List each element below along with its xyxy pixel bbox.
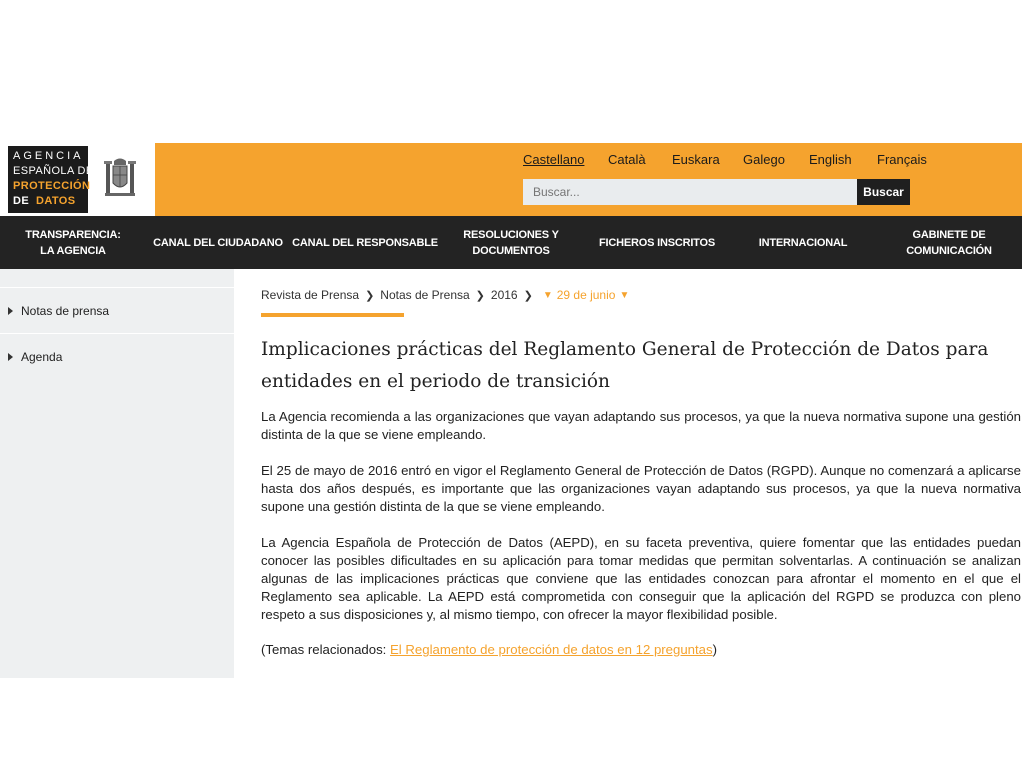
page-title: Implicaciones prácticas del Reglamento General de Protección de Datos para entidades en el periodo de transición [261,339,989,392]
related-topics [261,641,717,659]
nav-transparencia[interactable] [18,216,128,269]
nav-gabinete-label: GABINETE DE COMUNICACIÓN [906,228,992,257]
breadcrumb-revista-de-prensa[interactable]: Revista de Prensa [261,288,360,302]
lang-castellano[interactable]: Castellano [523,152,585,167]
logo-line-4a: DE [13,195,30,207]
logo[interactable] [0,143,155,216]
lang-catala[interactable]: Català [608,152,646,167]
title-divider [261,313,404,317]
nav-canal-responsable[interactable] [292,216,438,269]
nav-ficheros-inscritos-label: FICHEROS INSCRITOS [599,236,715,249]
sidebar-item-notas-de-prensa[interactable] [0,287,234,333]
related-suffix: ) [712,642,718,657]
main-nav [0,216,1022,269]
chevron-right-icon: ❯ [523,289,533,302]
sidebar-item-agenda[interactable] [0,333,234,379]
lang-galego[interactable]: Galego [743,152,785,167]
site-header [0,143,1022,216]
nav-internacional[interactable] [748,216,858,269]
logo-wordmark [8,146,94,213]
breadcrumb [261,288,633,302]
nav-internacional-label: INTERNACIONAL [758,236,848,249]
chevron-right-icon: ❯ [475,289,485,302]
logo-line-3: PROTECCIÓN [13,180,91,192]
nav-transparencia-label: TRANSPARENCIA: LA AGENCIA [25,228,121,257]
caret-right-icon [8,353,13,361]
article-paragraph: La Agencia recomienda a las organizaciones que vayan adaptando sus procesos, ya que la nueva normativa supone una gestión distinta de la que se viene empleando. [261,409,1021,442]
breadcrumb-current-date[interactable]: 29 de junio [556,288,616,302]
nav-gabinete[interactable] [895,216,1003,269]
chevron-down-icon: ▼ [542,289,553,301]
sidebar-item-label: Agenda [21,349,63,364]
search-button[interactable]: Buscar [857,179,910,205]
nav-canal-ciudadano-label: CANAL DEL CIUDADANO [153,236,283,249]
nav-resoluciones-label: RESOLUCIONES Y DOCUMENTOS [463,228,559,257]
logo-line-4 [13,194,88,209]
chevron-down-icon[interactable]: ▼ [619,289,630,301]
caret-right-icon [8,307,13,315]
sidebar-item-label: Notas de prensa [21,303,110,318]
breadcrumb-2016[interactable]: 2016 [490,288,518,302]
related-prefix: (Temas relacionados: [261,642,391,657]
lang-francais[interactable]: Français [877,152,927,167]
search-input[interactable] [523,179,857,205]
breadcrumb-notas-de-prensa[interactable]: Notas de Prensa [380,288,470,302]
lang-euskara[interactable]: Euskara [672,152,720,167]
article-paragraph: La Agencia Española de Protección de Datos (AEPD), en su faceta preventiva, quiere fomentar que las entidades puedan conocer las posibles dificultades en su aplicación para tomar medidas que permitan solventarlas. A continuación se analizan algunas de las implicaciones prácticas que conviene que las entidades conozcan para afrontar el momento en el que el Reglamento sea aplicable. La AEPD está comprometida con conseguir que la aplicación del RGPD se produzca con pleno respeto a sus disposiciones y, al mismo tiempo, con ofrecer la mayor flexibilidad posible. [261,535,1021,622]
related-topic-link[interactable]: El Reglamento de protección de datos en 12 preguntas [390,642,713,657]
nav-ficheros-inscritos[interactable] [592,216,722,269]
article-paragraph: El 25 de mayo de 2016 entró en vigor el Reglamento General de Protección de Datos (RGPD). Aunque no comenzará a aplicarse hasta dos años después, es importante que las organizaciones vayan adaptando sus procesos, ya que la nueva normativa supone una gestión distinta de la que se viene empleando. [261,463,1021,514]
language-selector [523,152,927,167]
logo-line-4b: DATOS [36,195,76,207]
nav-canal-responsable-label: CANAL DEL RESPONSABLE [292,236,438,249]
sidebar [0,269,234,678]
logo-line-2: ESPAÑOLA DE [13,165,94,177]
coat-of-arms-icon [102,157,138,201]
nav-canal-ciudadano[interactable] [150,216,286,269]
logo-line-1: AGENCIA [13,150,84,162]
chevron-right-icon: ❯ [365,289,375,302]
lang-english[interactable]: English [809,152,852,167]
nav-resoluciones[interactable] [452,216,570,269]
